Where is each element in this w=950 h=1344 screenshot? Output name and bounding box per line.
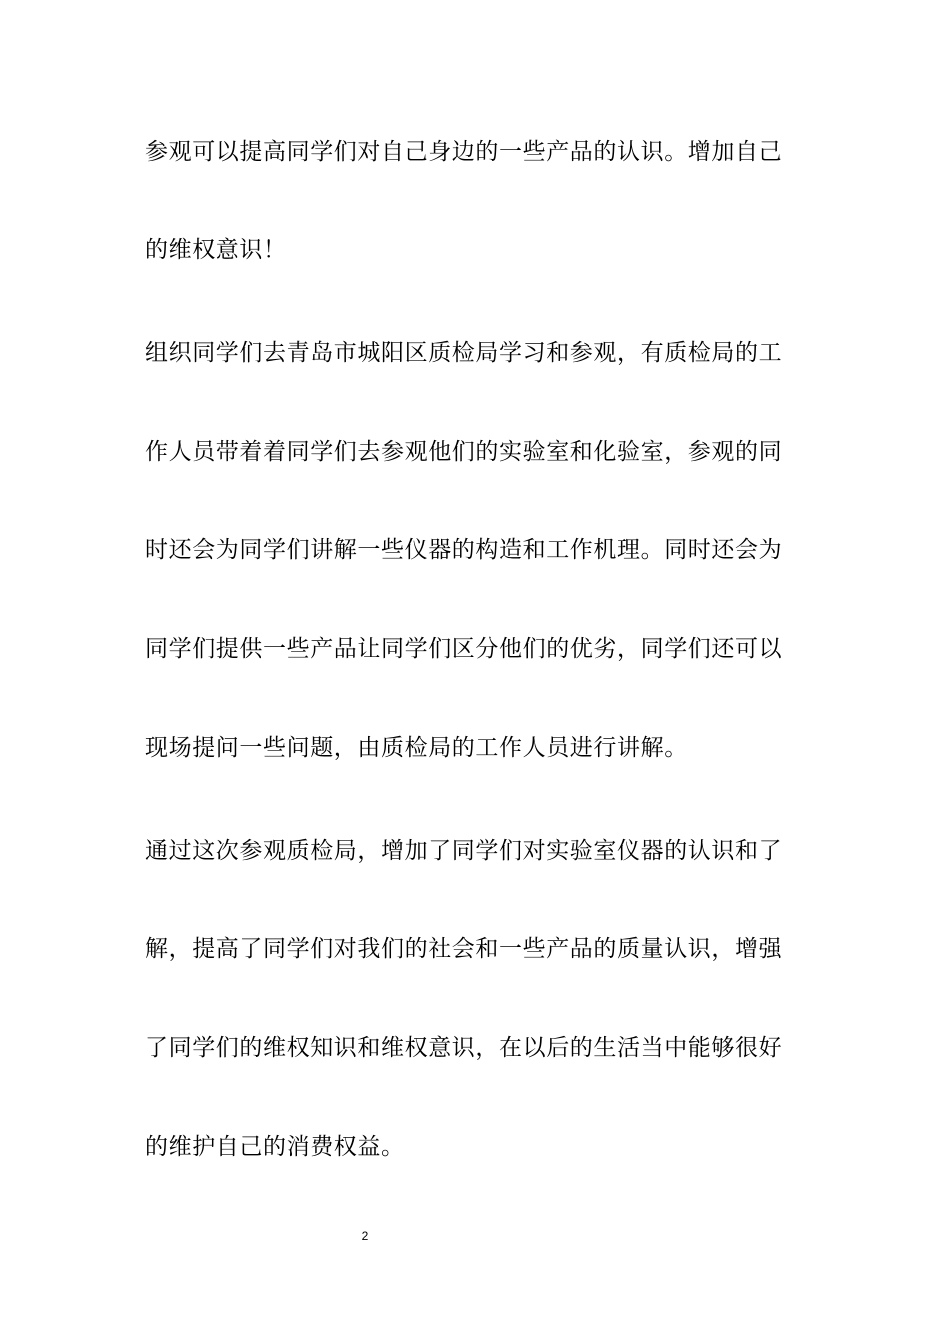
- text-line: 的维权意识！: [145, 237, 287, 263]
- text-line: 作人员带着着同学们去参观他们的实验室和化验室，参观的同: [145, 439, 783, 465]
- text-line: 了同学们的维权知识和维权意识，在以后的生活当中能够很好: [145, 1035, 783, 1061]
- text-line: 参观可以提高同学们对自己身边的一些产品的认识。增加自己: [145, 139, 783, 165]
- text-line: 组织同学们去青岛市城阳区质检局学习和参观，有质检局的工: [145, 340, 783, 366]
- text-line: 同学们提供一些产品让同学们区分他们的优劣，同学们还可以: [145, 636, 783, 662]
- text-line: 通过这次参观质检局，增加了同学们对实验室仪器的认识和了: [145, 838, 783, 864]
- text-line: 时还会为同学们讲解一些仪器的构造和工作机理。同时还会为: [145, 537, 783, 563]
- text-line: 的维护自己的消费权益。: [145, 1134, 405, 1160]
- page-number: 2: [361, 1229, 369, 1243]
- text-line: 现场提问一些问题，由质检局的工作人员进行讲解。: [145, 735, 688, 761]
- text-line: 解，提高了同学们对我们的社会和一些产品的质量认识，增强: [145, 936, 783, 962]
